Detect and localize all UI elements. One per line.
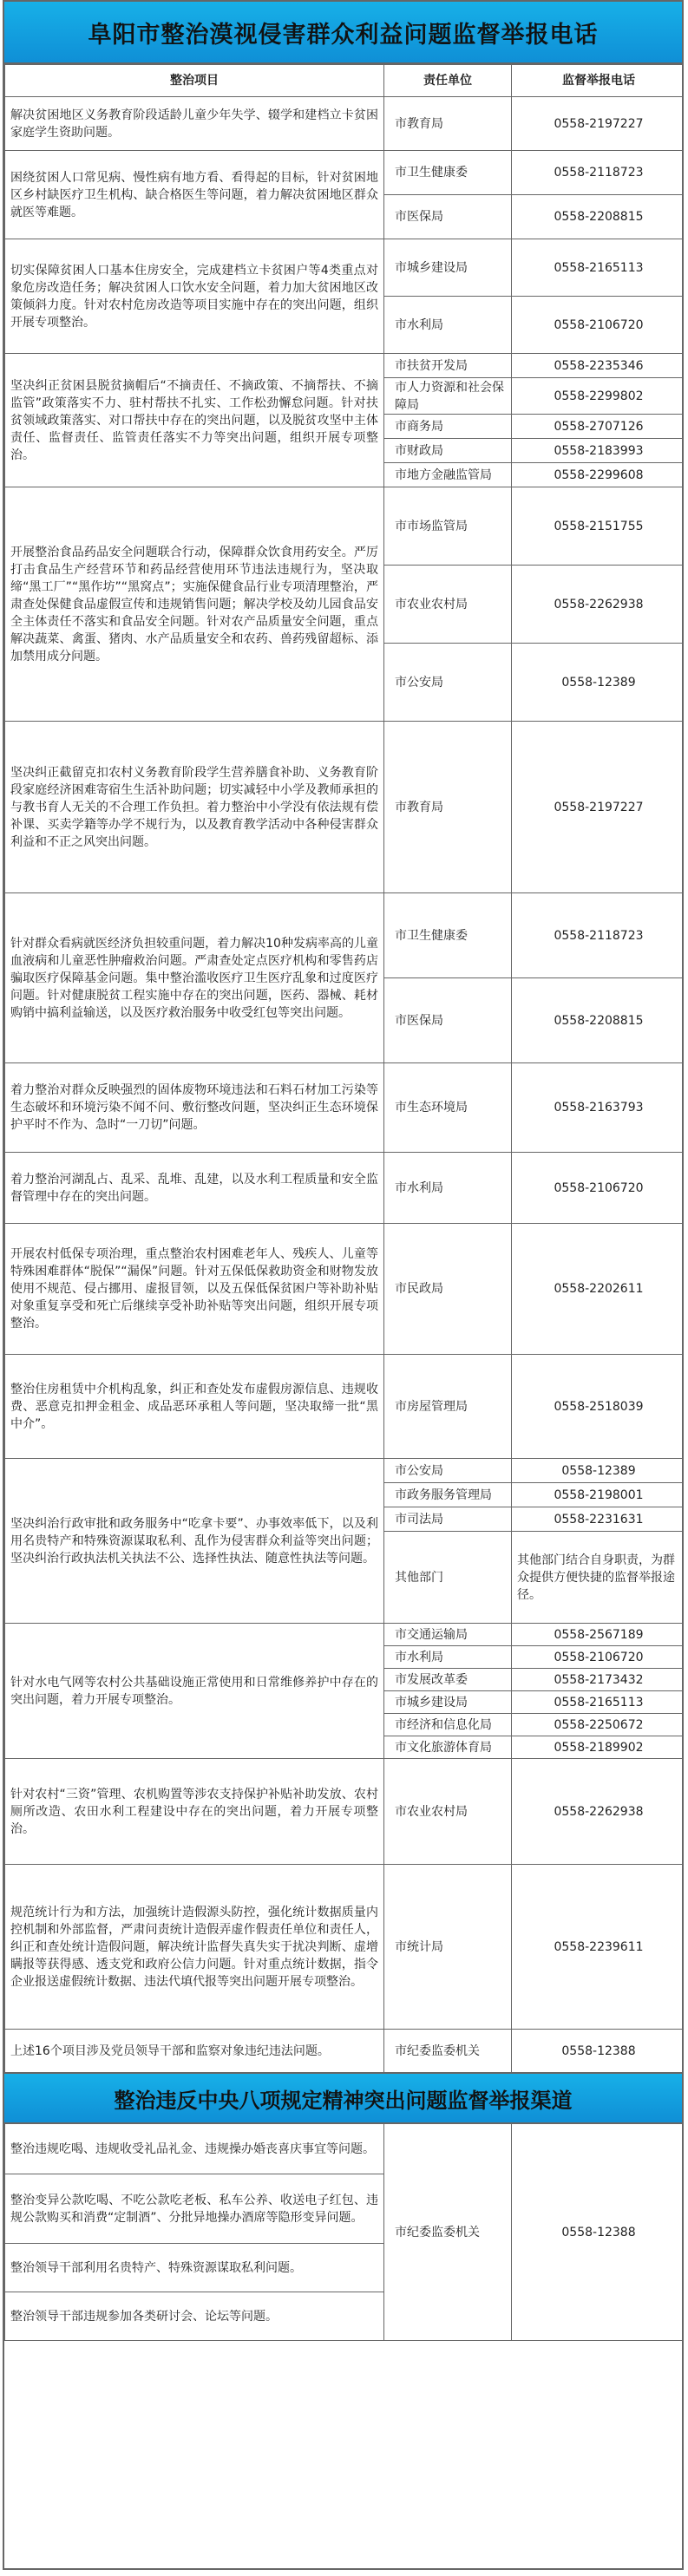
item-text: 切实保障贫困人口基本住房安全，完成建档立卡贫困户等4类重点对象危房改造任务；解决贫困人口饮水安全问题，着力加大贫困地区改策倾斜力度。针对农村危房改造等项目实施中存在的突出问题，组织开展专项整治。: [5, 239, 384, 354]
table-row: [5, 97, 685, 151]
item-text: 整治领导干部利用名贵特产、特殊资源谋取私利问题。: [5, 2244, 384, 2292]
unit-name: 市医保局: [384, 195, 512, 239]
unit-name: 市市场监管局: [384, 487, 512, 566]
phone-number[interactable]: 0558-2250672: [512, 1714, 685, 1736]
unit-name: 市纪委监委机关: [384, 2030, 512, 2073]
phone-number[interactable]: 0558-2202611: [512, 1224, 685, 1355]
unit-name: 市城乡建设局: [384, 239, 512, 297]
phone-number[interactable]: 0558-2231631: [512, 1507, 685, 1532]
table-row: [5, 1224, 685, 1355]
unit-name: 市财政局: [384, 439, 512, 463]
item-text: 整治变异公款吃喝、不吃公款吃老板、私车公养、收送电子红包、违规公款购买和消费“定制酒”、分批异地操办酒席等隐形变异问题。: [5, 2174, 384, 2244]
unit-name: 市地方金融监管局: [384, 463, 512, 487]
item-text: 着力整治对群众反映强烈的固体废物环境违法和石料石材加工污染等生态破坏和环境污染不闻不问、敷衍整改问题，坚决纠正生态环境保护平时不作为、急时“一刀切”问题。: [5, 1063, 384, 1153]
channel-table: [4, 2123, 684, 2341]
header-unit: 责任单位: [384, 65, 512, 97]
item-text: 规范统计行为和方法，加强统计造假源头防控，强化统计数据质量内控机制和外部监督，严肃问责统计造假弄虚作假责任单位和责任人，纠正和查处统计造假问题，解决统计监督失真失实于扰决判断、虚增瞒报等获得感、透支党和政府公信力问题。针对重点统计数据，指令企业报送虚假统计数据、违法代填代报等突出问题开展专项整治。: [5, 1865, 384, 2030]
item-text: 整治领导干部违规参加各类研讨会、论坛等问题。: [5, 2292, 384, 2341]
unit-name: 市农业农村局: [384, 1759, 512, 1865]
unit-name: 市发展改革委: [384, 1669, 512, 1691]
phone-number[interactable]: 0558-2197227: [512, 722, 685, 893]
unit-name: 市经济和信息化局: [384, 1714, 512, 1736]
phone-number[interactable]: 0558-2707126: [512, 415, 685, 439]
phone-number[interactable]: 0558-2165113: [512, 1691, 685, 1714]
phone-number[interactable]: 0558-2106720: [512, 297, 685, 354]
phone-number[interactable]: 0558-2208815: [512, 978, 685, 1063]
phone-number[interactable]: 0558-2106720: [512, 1153, 685, 1224]
unit-name: 市农业农村局: [384, 566, 512, 644]
table-row: [5, 1063, 685, 1153]
unit-name: 市房屋管理局: [384, 1355, 512, 1459]
unit-name: 市公安局: [384, 644, 512, 722]
phone-number[interactable]: 0558-2118723: [512, 151, 685, 195]
unit-name: 市教育局: [384, 722, 512, 893]
phone-number[interactable]: 0558-2118723: [512, 893, 685, 978]
item-text: 针对群众看病就医经济负担较重问题，着力解决10种发病率高的儿童血液病和儿童恶性肿瘤救治问题。严肃查处定点医疗机构和零售药店骗取医疗保障基金问题。集中整治滥收医疗卫生医疗乱象和过度医疗问题。针对健康脱贫工程实施中存在的突出问题，医药、器械、耗材购销中搞利益输送，以及医疗救治服务中收受红包等突出问题。: [5, 893, 384, 1063]
item-text: 整治住房租赁中介机构乱象，纠正和查处发布虚假房源信息、违规收费、恶意克扣押金租金、成品恶环承租人等问题，坚决取缔一批“黑中介”。: [5, 1355, 384, 1459]
phone-number[interactable]: 0558-2262938: [512, 1759, 685, 1865]
item-text: 坚决纠治行政审批和政务服务中“吃拿卡要”、办事效率低下，以及利用名贵特产和特殊资源谋取私利、乱作为侵害群众利益等突出问题；坚决纠治行政执法机关执法不公、选择性执法、随意性执法等问题。: [5, 1459, 384, 1624]
item-text: 开展农村低保专项治理，重点整治农村困难老年人、残疾人、儿童等特殊困难群体“脱保”“漏保”问题。针对五保低保救助资金和财物发放使用不规范、侵占挪用、虚报冒领，以及五保低保贫困户等补助补贴对象重复享受和死亡后继续享受补助补贴等突出问题，组织开展专项整治。: [5, 1224, 384, 1355]
table-row: [5, 2124, 685, 2174]
table-row: [5, 1759, 685, 1865]
table-row: [5, 1355, 685, 1459]
phone-number[interactable]: 0558-2198001: [512, 1483, 685, 1507]
phone-number[interactable]: 0558-2151755: [512, 487, 685, 566]
page-title: 阜阳市整治漠视侵害群众利益问题监督举报电话: [4, 2, 682, 64]
phone-number[interactable]: 0558-2235346: [512, 354, 685, 378]
phone-number[interactable]: 0558-2106720: [512, 1646, 685, 1669]
table-row: [5, 1624, 685, 1646]
unit-name: 其他部门: [384, 1532, 512, 1624]
phone-number[interactable]: 0558-2299802: [512, 378, 685, 415]
header-item: 整治项目: [5, 65, 384, 97]
phone-number[interactable]: 0558-2173432: [512, 1669, 685, 1691]
section-title: 整治违反中央八项规定精神突出问题监督举报渠道: [4, 2073, 682, 2123]
unit-name: 市交通运输局: [384, 1624, 512, 1646]
phone-number[interactable]: 0558-12388: [512, 2124, 685, 2341]
item-text: 针对水电气网等农村公共基础设施正常使用和日常维修养护中存在的突出问题，着力开展专项整治。: [5, 1624, 384, 1759]
hotline-table: [4, 64, 684, 2073]
phone-number[interactable]: 0558-2239611: [512, 1865, 685, 2030]
unit-name: 市城乡建设局: [384, 1691, 512, 1714]
unit-name: 市卫生健康委: [384, 151, 512, 195]
unit-name: 市生态环境局: [384, 1063, 512, 1153]
item-text: 开展整治食品药品安全问题联合行动，保障群众饮食用药安全。严厉打击食品生产经营环节和药品经营使用环节违法违规行为，坚决取缔“黑工厂”“黑作坊”“黑窝点”；实施保健食品行业专项清理整治，严肃查处保健食品虚假宣传和违规销售问题；解决学校及幼儿园食品安全主体责任不落实和食品安全问题。针对农产品质量安全问题，重点解决蔬菜、禽蛋、猪肉、水产品质量安全和农药、兽药残留超标、添加禁用成分问题。: [5, 487, 384, 722]
phone-number[interactable]: 0558-2262938: [512, 566, 685, 644]
phone-number[interactable]: 0558-2163793: [512, 1063, 685, 1153]
item-text: 上述16个项目涉及党员领导干部和监察对象违纪违法问题。: [5, 2030, 384, 2073]
unit-name: 市医保局: [384, 978, 512, 1063]
table-row: [5, 893, 685, 978]
table-header-row: [5, 65, 685, 97]
header-phone: 监督举报电话: [512, 65, 685, 97]
item-text: 整治违规吃喝、违规收受礼品礼金、违规操办婚丧喜庆事宜等问题。: [5, 2124, 384, 2174]
phone-number[interactable]: 0558-2189902: [512, 1736, 685, 1759]
unit-name: 市公安局: [384, 1459, 512, 1483]
page: [3, 0, 684, 2570]
table-row: [5, 151, 685, 195]
phone-number[interactable]: 0558-2299608: [512, 463, 685, 487]
table-row: [5, 2030, 685, 2073]
unit-name: 市商务局: [384, 415, 512, 439]
table-row: [5, 239, 685, 297]
phone-number[interactable]: 0558-12388: [512, 2030, 685, 2073]
unit-name: 市水利局: [384, 297, 512, 354]
unit-name: 市纪委监委机关: [384, 2124, 512, 2341]
unit-name: 市人力资源和社会保障局: [384, 378, 512, 415]
unit-name: 市统计局: [384, 1865, 512, 2030]
unit-name: 市扶贫开发局: [384, 354, 512, 378]
phone-number[interactable]: 0558-2567189: [512, 1624, 685, 1646]
unit-name: 市民政局: [384, 1224, 512, 1355]
phone-number[interactable]: 0558-12389: [512, 644, 685, 722]
unit-name: 市卫生健康委: [384, 893, 512, 978]
item-text: 着力整治河湖乱占、乱采、乱堆、乱建，以及水利工程质量和安全监督管理中存在的突出问题。: [5, 1153, 384, 1224]
item-text: 解决贫困地区义务教育阶段适龄儿童少年失学、辍学和建档立卡贫困家庭学生资助问题。: [5, 97, 384, 151]
item-text: 困绕贫困人口常见病、慢性病有地方看、看得起的目标，针对贫困地区乡村缺医疗卫生机构、缺合格医生等问题，着力解决贫困地区群众就医等难题。: [5, 151, 384, 239]
table-row: [5, 722, 685, 893]
table-row: [5, 1153, 685, 1224]
phone-number[interactable]: 0558-2208815: [512, 195, 685, 239]
phone-number[interactable]: 0558-2518039: [512, 1355, 685, 1459]
item-text: 针对农村“三资”管理、农机购置等涉农支持保护补贴补助发放、农村厕所改造、农田水利工程建设中存在的突出问题，着力开展专项整治。: [5, 1759, 384, 1865]
table-row: [5, 1865, 685, 2030]
unit-name: 市水利局: [384, 1153, 512, 1224]
table-row: [5, 1459, 685, 1483]
table-row: [5, 487, 685, 566]
item-text: 坚决纠正贫困县脱贫摘帽后“不摘责任、不摘政策、不摘帮扶、不摘监管”政策落实不力、驻村帮扶不扎实、工作松劲懈怠问题。针对扶贫领域政策落实、对口帮扶中存在的突出问题，以及脱贫攻坚中主体责任、监督责任、监管责任落实不力等突出问题，组织开展专项整治。: [5, 354, 384, 487]
phone-number[interactable]: 0558-2183993: [512, 439, 685, 463]
unit-name: 市政务服务管理局: [384, 1483, 512, 1507]
other-note: 其他部门结合自身职责，为群众提供方便快捷的监督举报途径。: [512, 1532, 685, 1624]
unit-name: 市文化旅游体育局: [384, 1736, 512, 1759]
phone-number[interactable]: 0558-2197227: [512, 97, 685, 151]
phone-number[interactable]: 0558-2165113: [512, 239, 685, 297]
unit-name: 市司法局: [384, 1507, 512, 1532]
unit-name: 市教育局: [384, 97, 512, 151]
phone-number[interactable]: 0558-12389: [512, 1459, 685, 1483]
table-row: [5, 354, 685, 378]
item-text: 坚决纠正截留克扣农村义务教育阶段学生营养膳食补助、义务教育阶段家庭经济困难寄宿生生活补助问题；切实减轻中小学及教师承担的与教书育人无关的不合理工作负担。着力整治中小学没有依法规有偿补课、买卖学籍等办学不规行为，以及教育教学活动中各种侵害群众利益和不正之风突出问题。: [5, 722, 384, 893]
unit-name: 市水利局: [384, 1646, 512, 1669]
